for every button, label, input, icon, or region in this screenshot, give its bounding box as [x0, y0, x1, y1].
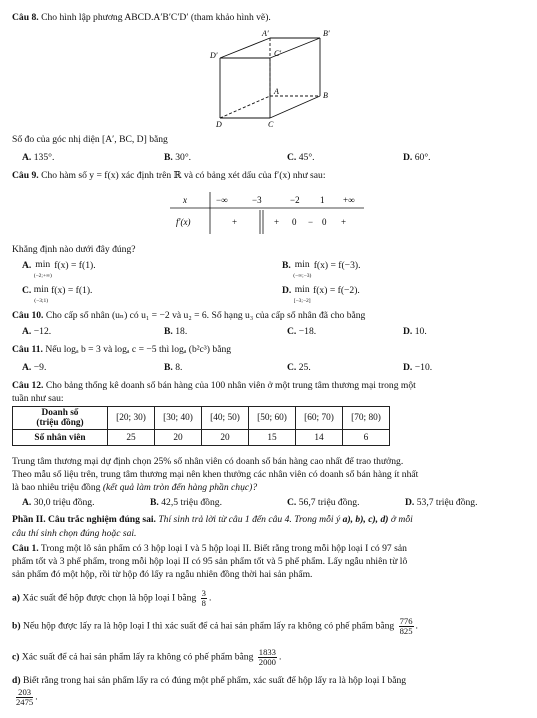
q12-option-a[interactable]: A. 30,0 triệu đồng.: [22, 497, 95, 508]
edge-d1a1: [220, 38, 270, 58]
table-cell: [20; 30): [108, 407, 155, 430]
q8-option-a[interactable]: A. 135°.: [22, 152, 55, 163]
sign-plus-1: +: [232, 217, 238, 227]
q12-text1: Cho bảng thống kê doanh số bán hàng của 100 nhân viên ở một trung tâm thương mại trong một: [45, 380, 416, 391]
sign-table: [168, 190, 368, 236]
part2-title: Phần II. Câu trắc nghiệm đúng sai.: [12, 514, 156, 525]
table-cell: [70; 80): [343, 407, 390, 430]
table-cell: 20: [155, 430, 202, 446]
q8-stem: [12, 12, 271, 24]
table-cell: [60; 70): [296, 407, 343, 430]
table-cell: 14: [296, 430, 343, 446]
sign-x-m2: −2: [290, 195, 300, 205]
q10-label: Câu 10.: [12, 310, 44, 321]
p2q1-item-a[interactable]: a) Xác suất để hộp được chọn là hộp loại I bằng $\frac{3}{8}$ .: [12, 588, 212, 609]
q10-option-d[interactable]: D. 10.: [403, 326, 427, 337]
fraction: $\frac{203}{2475}$: [16, 687, 34, 708]
q11-label: Câu 11.: [12, 344, 43, 355]
sales-table: [12, 406, 390, 446]
q9-text: Cho hàm số y = f(x) xác định trên ℝ và có bảng xét dấu của f′(x) như sau:: [41, 170, 326, 181]
q12-stem-line1: [12, 380, 416, 392]
q12-option-b[interactable]: B. 42,5 triệu đồng.: [150, 497, 222, 508]
q10-stem: [12, 310, 365, 322]
fraction: $\frac{1833}{2000}$: [258, 647, 276, 668]
label-d1: D′: [210, 51, 218, 60]
p2q1-line3: sản phẩm đó một hộp, rồi từ hộp đó lấy ra ngẫu nhiên đồng thời hai sản phẩm.: [12, 569, 313, 580]
label-c1: C′: [274, 49, 282, 58]
table-header-cell: Số nhân viên: [13, 430, 108, 446]
q8-option-b[interactable]: B. 30°.: [164, 152, 192, 163]
q11-option-d[interactable]: D. −10.: [403, 362, 433, 373]
p2q1-line1: Câu 1. Trong một lô sản phẩm có 3 hộp loại I và 5 hộp loại II. Biết rằng trong mỗi hộp loại I có 97 sản: [12, 543, 407, 554]
q12-option-d[interactable]: D. 53,7 triệu đồng.: [405, 497, 478, 508]
q9-stem: [12, 170, 326, 182]
sign-plus-3: +: [341, 217, 347, 227]
q8-label: Câu 8.: [12, 12, 39, 23]
edge-da-hidden: [220, 96, 270, 118]
sign-x-posinf: +∞: [343, 195, 355, 205]
sign-fprime-label: f′(x): [176, 217, 191, 227]
q8-option-c[interactable]: C. 45°.: [287, 152, 315, 163]
q12-label: Câu 12.: [12, 380, 44, 391]
label-b: B: [323, 91, 328, 100]
q12-option-c[interactable]: C. 56,7 triệu đồng.: [287, 497, 360, 508]
p2q1-line2: phẩm tốt và 3 phế phẩm, trong mỗi hộp loại II có 95 sản phẩm tốt và 5 phế phẩm. Lấy ngẫu nhiên từ lô: [12, 556, 408, 567]
q9-label: Câu 9.: [12, 170, 39, 181]
label-c: C: [268, 120, 274, 128]
p2q1-label: Câu 1.: [12, 543, 39, 554]
sign-zero-1: 0: [292, 217, 297, 227]
sign-x-m3: −3: [252, 195, 262, 205]
fraction: $\frac{3}{8}$: [201, 588, 206, 609]
p2q1-item-d[interactable]: d) Biết rằng trong hai sản phẩm lấy ra có đúng một phế phẩm, xác suất để hộp lấy ra là hộp loại I bằng: [12, 675, 407, 686]
table-row: [13, 430, 390, 446]
q11-option-b[interactable]: B. 8.: [164, 362, 183, 373]
sign-x-label: x: [183, 195, 187, 205]
table-header-cell: Doanh số (triệu đồng): [13, 407, 108, 430]
q12-after2: Theo mẫu số liệu trên, trung tâm thương mại nên khen thưởng các nhân viên có doanh số bán hàng ít nhất: [12, 469, 419, 480]
q9-option-c[interactable]: C. min (−3;1) f(x) = f(1).: [22, 284, 93, 304]
q9-question: Khẳng định nào dưới đây đúng?: [12, 244, 136, 255]
q8-option-d[interactable]: D. 60°.: [403, 152, 431, 163]
label-a: A: [274, 87, 279, 96]
part2-heading: Phần II. Câu trắc nghiệm đúng sai. Thí sinh trả lời từ câu 1 đến câu 4. Trong mỗi ý a), b), c), d) ở mỗi: [12, 514, 413, 525]
q10-option-b[interactable]: B. 18.: [164, 326, 188, 337]
q10-option-a[interactable]: A. −12.: [22, 326, 52, 337]
q12-after3: là bao nhiêu triệu đồng (kết quả làm tròn đến hàng phần chục)?: [12, 482, 258, 493]
table-cell: [30; 40): [155, 407, 202, 430]
label-d: D: [216, 120, 222, 128]
sign-plus-2: +: [274, 217, 280, 227]
q12-stem-line2: tuần như sau:: [12, 393, 64, 404]
q12-after1: Trung tâm thương mại dự định chọn 25% số nhân viên có doanh số bán hàng cao nhất để trao thưởng.: [12, 456, 404, 467]
q9-option-a[interactable]: A. min (−2;+∞) f(x) = f(1).: [22, 259, 96, 279]
cube-figure: [200, 28, 350, 128]
label-a1: A′: [262, 29, 269, 38]
table-cell: [50; 60): [249, 407, 296, 430]
label-b1: B′: [323, 29, 330, 38]
q9-option-d[interactable]: D. min [−3;−2] f(x) = f(−2).: [282, 284, 360, 304]
q9-option-b[interactable]: B. min (−∞;−3) f(x) = f(−3).: [282, 259, 361, 279]
table-cell: 20: [202, 430, 249, 446]
p2q1-item-b[interactable]: b) Nếu hộp được lấy ra là hộp loại I thì xác suất để cả hai sản phẩm lấy ra không có phế phẩm bằng $\frac{776}{825}$ .: [12, 616, 418, 637]
table-cell: 6: [343, 430, 390, 446]
table-cell: 15: [249, 430, 296, 446]
p2q1-item-c[interactable]: c) Xác suất để cả hai sản phẩm lấy ra không có phế phẩm bằng $\frac{1833}{2000}$ .: [12, 647, 282, 668]
q11-option-a[interactable]: A. −9.: [22, 362, 47, 373]
sign-x-neginf: −∞: [216, 195, 228, 205]
part2-instr-line2: câu thí sinh chọn đúng hoặc sai.: [12, 528, 137, 539]
edge-cb: [270, 96, 320, 118]
fraction: $\frac{776}{825}$: [399, 616, 413, 637]
sign-minus: −: [308, 217, 314, 227]
q11-option-c[interactable]: C. 25.: [287, 362, 311, 373]
sign-x-1: 1: [320, 195, 325, 205]
table-row: [13, 407, 390, 430]
table-cell: 25: [108, 430, 155, 446]
q10-text: Cho cấp số nhân (uₙ) có u₁ = −2 và u₂ = 6. Số hạng u₃ của cấp số nhân đã cho bằng: [45, 310, 366, 321]
q8-question: Số đo của góc nhị diện [A′, BC, D] bằng: [12, 134, 168, 145]
table-cell: [40; 50): [202, 407, 249, 430]
p2q1-item-d-fraction: $\frac{203}{2475}$ .: [16, 687, 38, 708]
sign-zero-2: 0: [322, 217, 327, 227]
q10-option-c[interactable]: C. −18.: [287, 326, 317, 337]
q11-text: Nếu logₐ b = 3 và logₐ c = −5 thì logₐ (b²c³) bằng: [45, 344, 232, 355]
q11-stem: [12, 344, 231, 356]
q8-text: Cho hình lập phương ABCD.A′B′C′D′ (tham khảo hình vẽ).: [41, 12, 271, 23]
